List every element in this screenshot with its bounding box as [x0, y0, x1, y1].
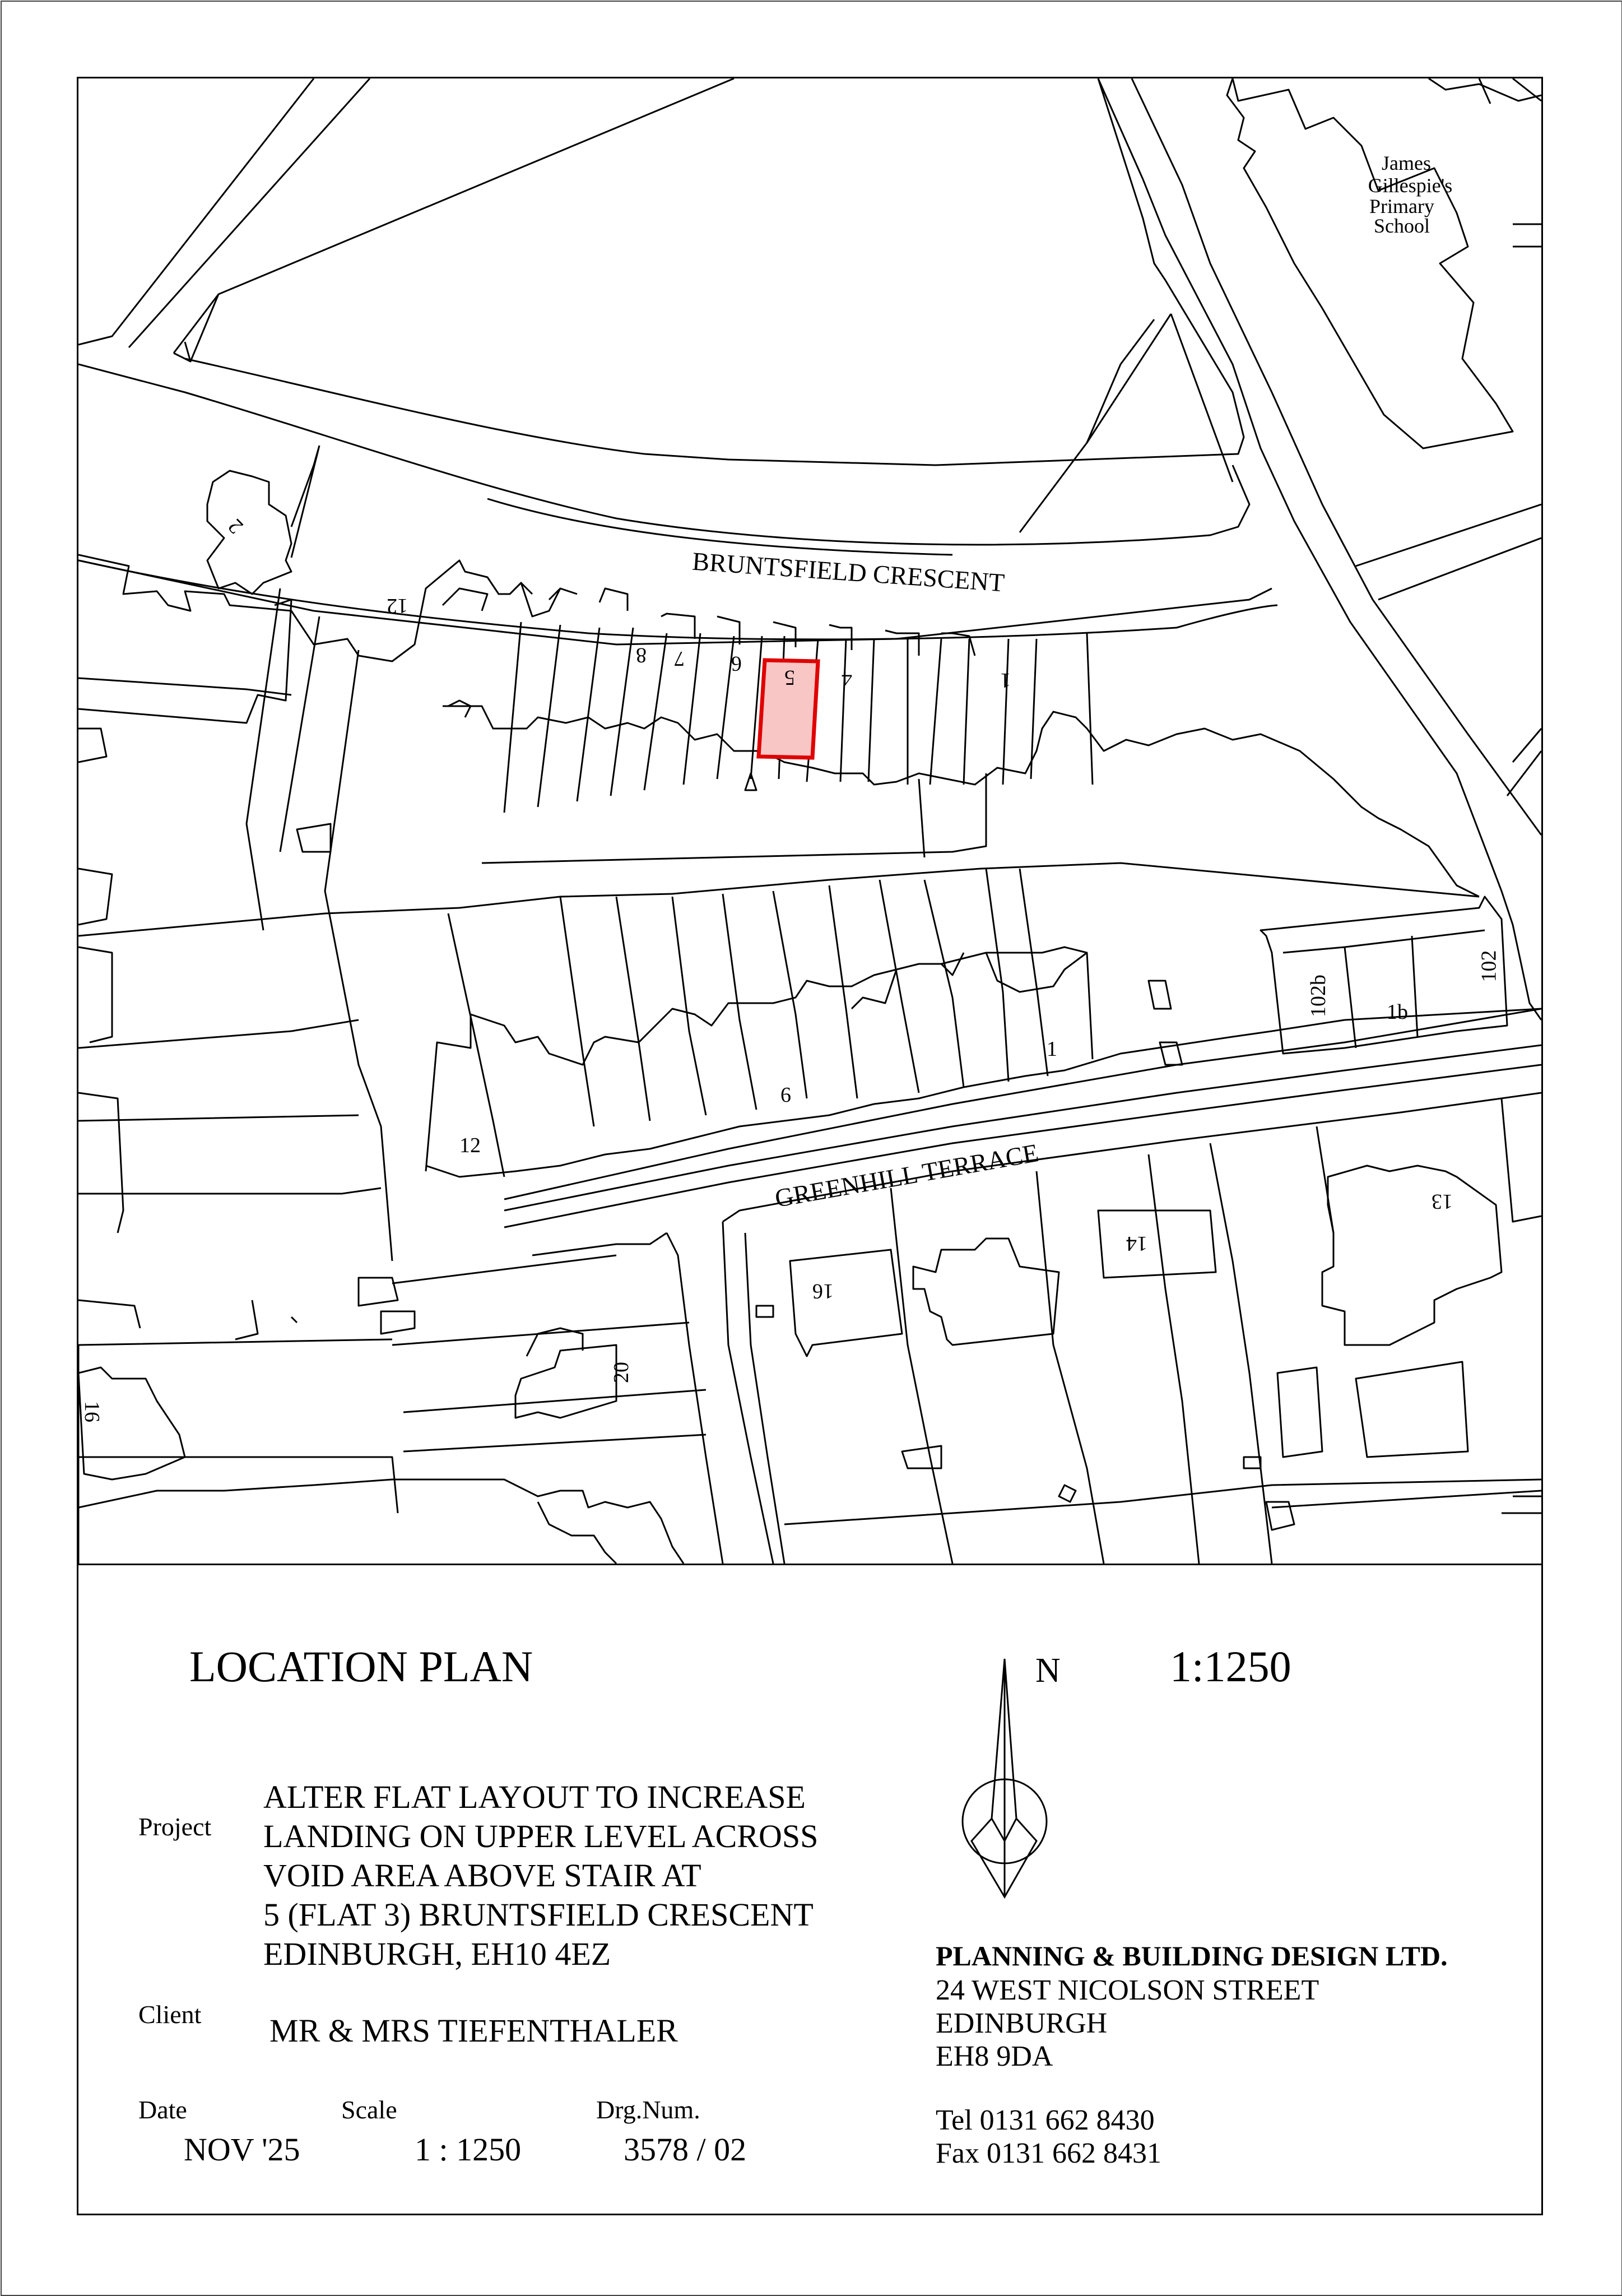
school-label-line2: Gillespie's	[1368, 174, 1453, 197]
small-shed-5	[1266, 1502, 1294, 1530]
client-name: MR & MRS TIEFENTHALER	[269, 2012, 678, 2049]
small-shed-1	[756, 1306, 773, 1317]
north-label: N	[1035, 1652, 1061, 1690]
plot-rear-split	[919, 779, 924, 857]
house-number-left-2: 2	[223, 514, 248, 539]
left-bound-2	[78, 678, 291, 695]
company-address-line-3: EH8 9DA	[936, 2040, 1053, 2072]
company-address	[936, 1974, 1319, 2073]
school-building	[1227, 78, 1513, 448]
house-number-cres-6: 6	[731, 652, 742, 675]
map-divider-line	[77, 1564, 1543, 1565]
street-label-greenhill: GREENHILL TERRACE	[773, 1138, 1041, 1213]
east-corner-lines	[1502, 1496, 1541, 1513]
west-edge-bay	[78, 729, 106, 762]
school-label-line4: School	[1373, 215, 1430, 237]
company-name: PLANNING & BUILDING DESIGN LTD.	[936, 1940, 1448, 1972]
house-number-terr-102b: 102b	[1307, 975, 1330, 1017]
house-west-16	[78, 1367, 185, 1479]
company-address-line-2: EDINBURGH	[936, 2007, 1108, 2039]
south-rear-boundary	[784, 1479, 1541, 1524]
street-label-bruntsfield: BRUNTSFIELD CRESCENT	[691, 546, 1006, 597]
school-misc	[1479, 78, 1541, 247]
location-map	[78, 78, 1541, 1564]
small-shed-3	[1059, 1485, 1076, 1502]
south-plot-1	[891, 1188, 952, 1564]
south-plot-3	[1149, 1154, 1199, 1564]
south-west-steps	[538, 1502, 616, 1564]
park-boundary	[185, 78, 1244, 465]
house-number-terr-102: 102	[1477, 950, 1501, 982]
drawing-scale-heading: 1:1250	[1170, 1642, 1291, 1691]
project-line-3: VOID AREA ABOVE STAIR AT	[263, 1857, 701, 1894]
crescent-rear-walls	[443, 706, 1479, 897]
house-2-outline	[207, 471, 291, 594]
south-west-road-curb	[745, 1233, 784, 1564]
house-number-terr-12: 12	[459, 1134, 481, 1157]
company-telephone: Tel 0131 662 8430	[936, 2104, 1155, 2136]
project-description	[263, 1778, 818, 1974]
west-boundary-2	[280, 616, 319, 852]
main-road-east-edge	[1132, 78, 1541, 835]
crescent-curb	[487, 499, 952, 555]
house-number-cres-5: 5	[784, 666, 795, 689]
date-label: Date	[138, 2095, 187, 2124]
inner-road-1	[1020, 319, 1154, 532]
house-number-south-13: 13	[1432, 1190, 1453, 1213]
house-number-cres-8: 8	[636, 643, 647, 667]
house-16-neighbour	[913, 1239, 1059, 1345]
house-number-cres-1: 1	[1000, 669, 1011, 692]
small-shed-4	[1244, 1457, 1261, 1468]
crescent-front-bays	[443, 583, 975, 656]
company-fax: Fax 0131 662 8431	[936, 2137, 1161, 2169]
west-small-marks	[235, 1300, 297, 1339]
small-structure-1	[1149, 981, 1171, 1009]
main-road-west-edge	[1098, 78, 1541, 1020]
terrace-plot-lines	[448, 869, 1048, 1177]
crescent-west-terrace-front	[78, 555, 560, 661]
house-number-south-20: 20	[610, 1362, 633, 1383]
building-102	[1261, 897, 1507, 1054]
left-house-block	[78, 600, 291, 723]
map-linework	[78, 78, 1541, 1564]
side-lane-east	[667, 1233, 723, 1564]
east-edge-lines	[1507, 729, 1541, 796]
house-number-cres-7: 7	[674, 647, 685, 670]
company-address-line-1: 24 WEST NICOLSON STREET	[936, 1974, 1319, 2006]
nw-road-edge-3	[174, 78, 734, 353]
greenhill-north-curb	[504, 1045, 1541, 1213]
crescent-south-edge	[78, 560, 1277, 639]
house-13	[1322, 1166, 1502, 1345]
house-number-terr-1b: 1b	[1387, 1000, 1408, 1024]
house-16	[790, 1250, 902, 1356]
misc-rear-1	[448, 701, 471, 717]
nw-road-edge-1	[78, 78, 314, 345]
project-line-2: LANDING ON UPPER LEVEL ACROSS	[263, 1818, 819, 1854]
client-label: Client	[138, 2000, 202, 2029]
south-west-row	[78, 1479, 684, 1564]
south-rear-boundary-2	[1272, 1491, 1541, 1508]
house-number-terr-6: 6	[780, 1083, 791, 1107]
north-arrow-icon	[952, 1656, 1065, 1903]
left-bounds	[291, 446, 319, 558]
scale-label: Scale	[341, 2095, 397, 2124]
misc-rear-2	[745, 773, 756, 790]
school-south-bounds	[1356, 504, 1541, 600]
house-number-cres-12: 12	[387, 594, 408, 618]
greenhill-south-curb	[723, 1093, 1541, 1222]
house-20	[515, 1345, 616, 1418]
mid-plot-lines	[392, 1255, 706, 1451]
west-plot-boundaries	[78, 1020, 398, 1513]
west-edge-walls	[78, 869, 140, 1564]
school-label-line1: James	[1382, 152, 1431, 174]
outbuilding-2	[1356, 1362, 1468, 1457]
west-boundary-1	[247, 588, 280, 930]
drawing-number-value: 3578 / 02	[624, 2131, 747, 2168]
house-number-south-14: 14	[1126, 1232, 1147, 1255]
nw-road-edge-2	[129, 78, 370, 347]
misc-rear-box	[297, 824, 331, 852]
west-boundary-3	[325, 650, 392, 1261]
drawing-number-label: Drg.Num.	[596, 2095, 700, 2124]
house-number-west-16: 16	[80, 1401, 104, 1422]
south-plot-6	[1502, 1098, 1541, 1222]
project-label: Project	[138, 1812, 212, 1841]
project-line-4: 5 (FLAT 3) BRUNTSFIELD CRESCENT	[263, 1896, 814, 1933]
south-plot-4	[1210, 1143, 1272, 1564]
date-value: NOV '25	[184, 2131, 300, 2168]
outbuilding-1	[1277, 1367, 1322, 1457]
small-shed-2	[902, 1446, 941, 1468]
side-lane-top	[532, 1233, 667, 1255]
crescent-rear-boundary	[482, 773, 986, 863]
house-number-south-16: 16	[812, 1279, 834, 1303]
terrace-extra	[852, 953, 1087, 1009]
project-line-5: EDINBURGH, EH10 4EZ	[263, 1936, 611, 1972]
west-small-blocks	[359, 1278, 415, 1334]
scale-value: 1 : 1250	[415, 2131, 522, 2168]
house-number-terr-1: 1	[1047, 1037, 1057, 1061]
project-line-1: ALTER FLAT LAYOUT TO INCREASE	[263, 1779, 806, 1815]
house-number-cres-4: 4	[842, 667, 852, 690]
drawing-title: LOCATION PLAN	[189, 1642, 533, 1691]
school-label-line3: Primary	[1369, 195, 1434, 217]
